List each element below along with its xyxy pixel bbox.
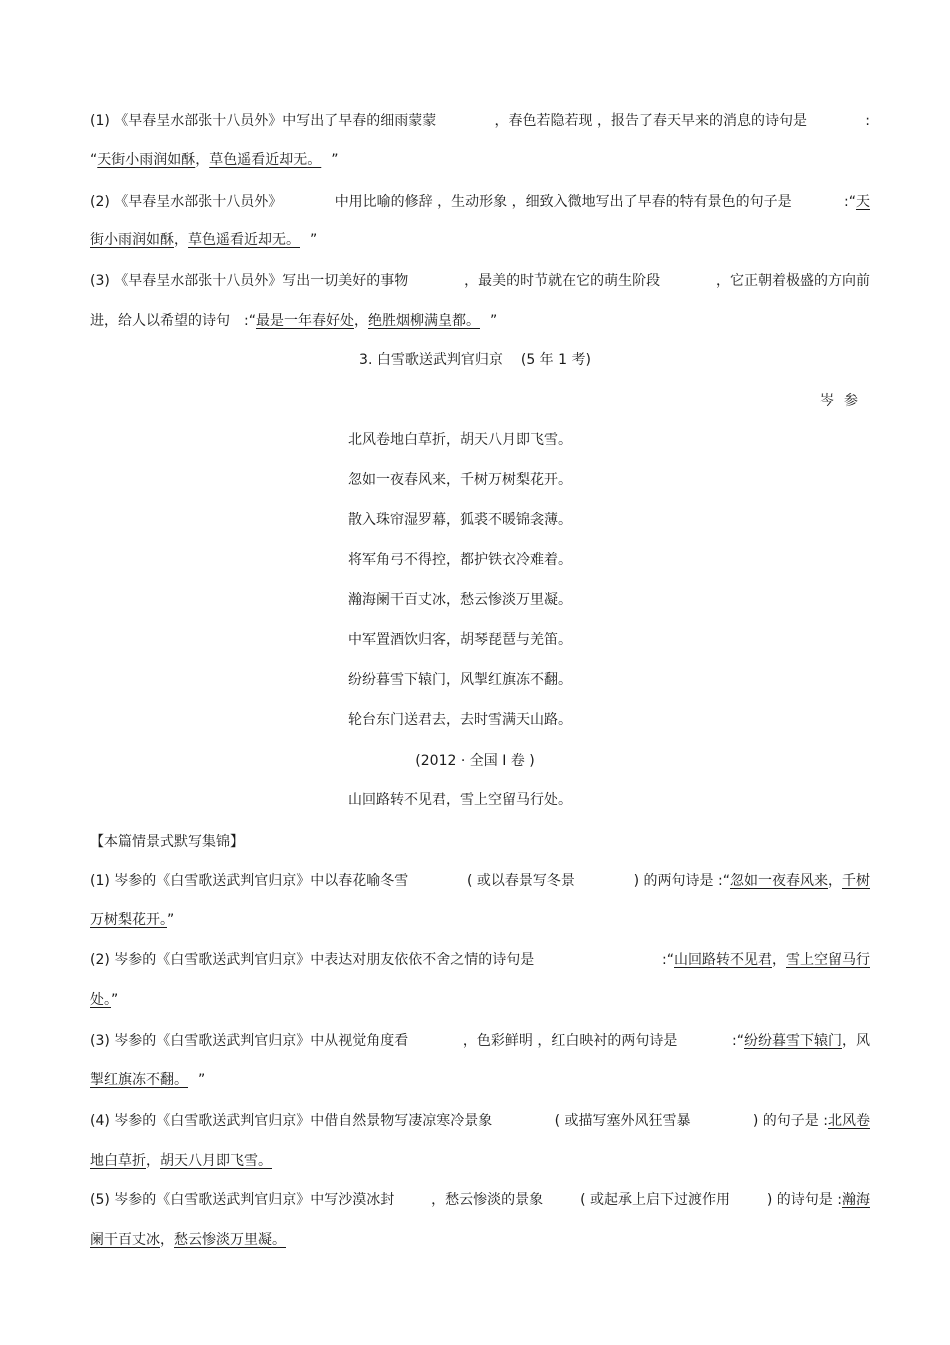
poem-heading [0, 350, 950, 370]
c-q5-tail: ( 或起承上启下过渡作用 [580, 1192, 730, 1208]
s2-q1-prefix: (1) 《早春呈水部张十八员外》中写出了早春的细雨蒙蒙 [90, 113, 437, 129]
poem-last-line [348, 790, 572, 810]
s2-q1-answer-2: 草色遥看近却无。 [209, 152, 322, 168]
poem-line-second-half: ，胡琴琵琶与羌笛。 [446, 632, 572, 648]
poem-title: 3. 白雪歌送武判官归京 [359, 352, 503, 368]
poem-line-first-half: 将军角弓不得控 [348, 552, 446, 568]
poem-line [348, 430, 572, 450]
c-q1-line2 [90, 910, 870, 930]
poem-line [348, 510, 572, 530]
c-q5-mid: ，愁云惨淡的景象 [431, 1192, 544, 1208]
c-q5-answer-1b: 阑干百丈冰 [90, 1232, 160, 1248]
open-quote: “ [90, 152, 98, 168]
s2-q3-tail: ，它正朝着极盛的方向前 [716, 273, 870, 289]
s2-q2-mid: 中用比喻的修辞 ，生动形象 ，细致入微地写出了早春的特有景色的句子是 [334, 194, 792, 210]
close-quote: ” [111, 992, 119, 1008]
poem-line-first-half: 中军置酒饮归客 [348, 632, 446, 648]
poem-line [348, 630, 572, 650]
s2-q2-answer-2: 草色遥看近却无。 [188, 232, 300, 248]
c-q5-answer-2: 愁云惨淡万里凝。 [174, 1232, 286, 1248]
s2-q1-colon: : [865, 113, 870, 129]
comma: ， [195, 152, 210, 168]
c-q2-line2 [90, 990, 870, 1010]
c-q3-answer-2b: 掣红旗冻不翻。 [90, 1072, 188, 1088]
poem-line-first-half: 北风卷地白草折 [348, 432, 446, 448]
s2-q2-prefix: (2) 《早春呈水部张十八员外》 [90, 194, 283, 210]
c-q3-answer-1: 纷纷暮雪下辕门 [744, 1033, 842, 1049]
poem-line-first-half: 轮台东门送君去 [348, 712, 446, 728]
c-q3-colon: :“ [732, 1033, 744, 1049]
s2-q3-line2 [90, 311, 870, 331]
c-q2-answer-2b: 处。 [90, 992, 111, 1008]
poem-line-second-half: ，千树万树梨花开。 [446, 472, 572, 488]
s2-q3-colon: :“ [244, 313, 256, 329]
c-q1-prefix: (1) 岑参的《白雪歌送武判官归京》中以春花喻冬雪 [90, 873, 409, 889]
c-q3-line1: (3) 岑参的《白雪歌送武判官归京》中从视觉角度看 ，色彩鲜明 ，红白映衬的两句诗是 :“纷纷暮雪下辕门，风 [90, 1033, 870, 1049]
comma: ， [353, 313, 368, 329]
c-q5-tail2: ) 的诗句是 : [766, 1192, 842, 1208]
collection-title: 【本篇情景式默写集锦】 [90, 834, 244, 850]
poem-exam-frequency: (5 年 1 考) [520, 352, 591, 368]
close-quote: ” [331, 152, 339, 168]
c-q4-line1 [90, 1111, 870, 1131]
c-q3-answer-2a: 风 [856, 1033, 870, 1049]
c-q4-answer-1b: 地白草折 [90, 1153, 146, 1169]
poem-author: 岑参 [820, 393, 868, 409]
c-q2-colon: :“ [662, 952, 674, 968]
s2-q2-answer-start: 天 [855, 194, 870, 210]
s2-q1-line2 [90, 150, 870, 170]
poem-line-first-half: 忽如一夜春风来 [348, 472, 446, 488]
close-quote: ” [310, 232, 318, 248]
poem-line [348, 550, 572, 570]
poem-line-second-half: ，风掣红旗冻不翻。 [446, 672, 572, 688]
c-q3-line2 [90, 1070, 870, 1090]
comma: ， [174, 232, 188, 248]
c-q4-answer-1a: 北风卷 [827, 1113, 870, 1129]
c-q5-line1 [90, 1190, 870, 1210]
s2-q3-line1 [90, 271, 870, 291]
c-q4-answer-2: 胡天八月即飞雪。 [160, 1153, 272, 1169]
c-q2-prefix: (2) 岑参的《白雪歌送武判官归京》中表达对朋友依依不舍之情的诗句是 [90, 952, 535, 968]
c-q1-mid: ( 或以春景写冬景 [467, 873, 575, 889]
poem-line-second-half: ，去时雪满天山路。 [446, 712, 572, 728]
s2-q2-answer-1: 街小雨润如酥 [90, 232, 174, 248]
close-quote: ” [167, 912, 175, 928]
c-q5-prefix: (5) 岑参的《白雪歌送武判官归京》中写沙漠冰封 [90, 1192, 395, 1208]
s2-q2-line2 [90, 230, 870, 250]
s2-q1-mid: ，春色若隐若现 ，报告了春天早来的消息的诗句是 [494, 113, 807, 129]
c-q2-answer-1: 山回路转不见君 [674, 952, 772, 968]
s2-q1-line1 [90, 111, 870, 131]
poem-exam-note: (2012 · 全国 I 卷 ) [415, 753, 535, 769]
s2-q1-answer-1: 天街小雨润如酥 [97, 152, 196, 168]
c-q5-line2: 阑干百丈冰，愁云惨淡万里凝。 [90, 1232, 286, 1248]
s2-q3-answer-1: 最是一年春好处 [255, 313, 354, 329]
c-q3-mid: ，色彩鲜明 ，红白映衬的两句诗是 [462, 1033, 678, 1049]
c-q5-answer-1a: 瀚海 [841, 1192, 870, 1208]
c-q1-answer-1: 忽如一夜春风来 [729, 873, 828, 889]
c-q4-prefix: (4) 岑参的《白雪歌送武判官归京》中借自然景物写凄凉寒冷景象 [90, 1113, 493, 1129]
poem-line-second-half: ，都护铁衣冷难着。 [446, 552, 572, 568]
c-q4-line2: 地白草折，胡天八月即飞雪。 [90, 1153, 272, 1169]
poem-line-second-half: ，狐裘不暖锦衾薄。 [446, 512, 572, 528]
c-q1-tail: ) 的两句诗是 :“ [633, 873, 730, 889]
close-quote: ” [489, 313, 498, 329]
poem-line [348, 710, 572, 730]
poem-line [348, 670, 572, 690]
poem-last-line-second: ，雪上空留马行处。 [446, 792, 572, 808]
poem-line [348, 590, 572, 610]
s2-q3-answer-2: 绝胜烟柳满皇都。 [367, 313, 480, 329]
poem-line-first-half: 瀚海阑干百丈冰 [348, 592, 446, 608]
c-q1-answer-2a: 千树 [841, 873, 870, 889]
poem-line-second-half: ，愁云惨淡万里凝。 [446, 592, 572, 608]
s2-q3-prefix: (3) 《早春呈水部张十八员外》写出一切美好的事物 [90, 273, 409, 289]
poem-line-first-half: 纷纷暮雪下辕门 [348, 672, 446, 688]
poem-line-first-half: 散入珠帘湿罗幕 [348, 512, 446, 528]
poem-line-second-half: ，胡天八月即飞雪。 [446, 432, 572, 448]
poem-last-line-first: 山回路转不见君 [348, 792, 446, 808]
c-q1-answer-2b: 万树梨花开。 [90, 912, 167, 928]
s2-q2-colon: :“ [844, 194, 856, 210]
c-q2-line1: (2) 岑参的《白雪歌送武判官归京》中表达对朋友依依不舍之情的诗句是 :“山回路转不见君，雪上空留马行 [90, 952, 870, 968]
s2-q3-line2-prefix: 进，给人以希望的诗句 [90, 313, 230, 329]
s2-q3-mid: ，最美的时节就在它的萌生阶段 [464, 273, 661, 289]
poem-line [348, 470, 572, 490]
s2-q2-line1 [90, 192, 870, 212]
c-q1-line1: (1) 岑参的《白雪歌送武判官归京》中以春花喻冬雪 ( 或以春景写冬景 ) 的两句诗是 :“忽如一夜春风来，千树 [90, 873, 870, 889]
c-q4-tail: ) 的句子是 : [752, 1113, 828, 1129]
c-q3-prefix: (3) 岑参的《白雪歌送武判官归京》中从视觉角度看 [90, 1033, 409, 1049]
c-q2-answer-2a: 雪上空留马行 [786, 952, 870, 968]
c-q4-mid: ( 或描写塞外风狂雪暴 [554, 1113, 691, 1129]
close-quote: ” [198, 1072, 206, 1088]
